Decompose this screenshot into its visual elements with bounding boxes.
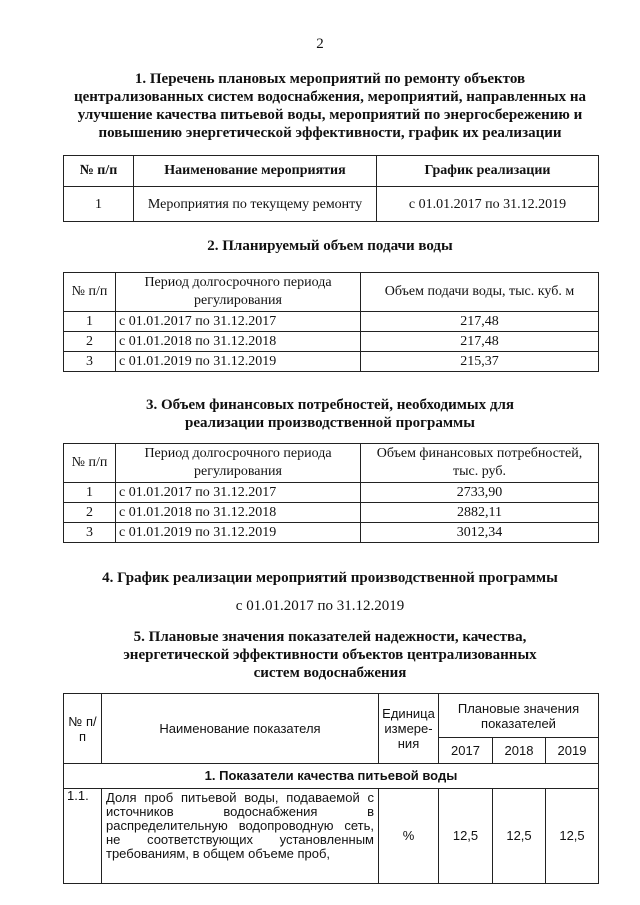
cell-num: 3 [64, 523, 116, 543]
cell-num: 3 [64, 352, 116, 372]
cell-value-2018: 12,5 [493, 789, 546, 884]
section2-title: 2. Планируемый объем подачи воды [207, 238, 453, 254]
cell-period: с 01.01.2017 по 31.12.2017 [116, 483, 361, 503]
col-header-year: 2017 [439, 738, 493, 764]
water-supply-table [63, 272, 599, 372]
col-header-plan: Плановые значения показателей [439, 694, 599, 738]
col-header-year: 2018 [493, 738, 546, 764]
cell-finance: 3012,34 [361, 523, 599, 543]
section5-title-line: 5. Плановые значения показателей надежности, качества, [133, 629, 527, 645]
section1-title-line: 1. Перечень плановых мероприятий по ремонту объектов [134, 71, 526, 87]
table-row [64, 789, 599, 884]
cell-volume: 217,48 [361, 312, 599, 332]
section4-title: 4. График реализации мероприятий производственной программы [102, 570, 558, 586]
section4-period: с 01.01.2017 по 31.12.2019 [235, 598, 405, 614]
col-header-num: № п/п [64, 156, 134, 187]
col-header-year: 2019 [546, 738, 599, 764]
cell-volume: 217,48 [361, 332, 599, 352]
cell-num: 2 [64, 503, 116, 523]
cell-indicator: Доля проб питьевой воды, подаваемой с источников водоснабжения в распределительную водопроводную сеть, не соответствующих установленным требованиям, в общем объеме проб, [102, 789, 379, 884]
col-header-num: № п/п [64, 444, 116, 483]
cell-unit: % [379, 789, 439, 884]
table-row [64, 483, 599, 503]
section1-title-line: повышению энергетической эффективности, график их реализации [98, 125, 562, 141]
cell-period: с 01.01.2019 по 31.12.2019 [116, 523, 361, 543]
section1-title [60, 70, 600, 142]
page-number: 2 [316, 36, 324, 52]
cell-value-2017: 12,5 [439, 789, 493, 884]
section1-title-line: централизованных систем водоснабжения, мероприятий, направленных на [73, 89, 587, 105]
indicators-table [63, 693, 599, 884]
col-header-unit: Единица измере-ния [379, 694, 439, 764]
section3-title [60, 396, 600, 432]
cell-finance: 2882,11 [361, 503, 599, 523]
financial-needs-table [63, 443, 599, 543]
col-header-volume: Объем подачи воды, тыс. куб. м [361, 273, 599, 312]
table-row [64, 352, 599, 372]
activities-table [63, 155, 599, 222]
section3-title-line: 3. Объем финансовых потребностей, необходимых для [145, 397, 515, 413]
cell-period: с 01.01.2019 по 31.12.2019 [116, 352, 361, 372]
table-row [64, 312, 599, 332]
cell-period: с 01.01.2018 по 31.12.2018 [116, 503, 361, 523]
section5-title [60, 628, 600, 682]
col-header-period: Период долгосрочного периода регулирования [116, 273, 361, 312]
cell-volume: 215,37 [361, 352, 599, 372]
table-row [64, 523, 599, 543]
table-header-row [64, 273, 599, 312]
cell-activity: Мероприятия по текущему ремонту [134, 187, 377, 222]
col-header-finance: Объем финансовых потребностей, тыс. руб. [361, 444, 599, 483]
col-header-schedule: График реализации [377, 156, 599, 187]
table-header-row [64, 444, 599, 483]
subsection-title: 1. Показатели качества питьевой воды [64, 764, 599, 789]
cell-period: с 01.01.2018 по 31.12.2018 [116, 332, 361, 352]
cell-period: с 01.01.2017 по 31.12.2017 [116, 312, 361, 332]
section3-title-line: реализации производственной программы [185, 415, 475, 431]
table-header-row [64, 156, 599, 187]
cell-schedule: с 01.01.2017 по 31.12.2019 [377, 187, 599, 222]
table-header-row [64, 694, 599, 738]
table-row [64, 332, 599, 352]
col-header-num: № п/п [64, 694, 102, 764]
cell-num: 1 [64, 483, 116, 503]
col-header-period: Период долгосрочного периода регулирования [116, 444, 361, 483]
section5-title-line: систем водоснабжения [253, 665, 407, 681]
cell-num: 2 [64, 332, 116, 352]
table-row [64, 503, 599, 523]
section5-title-line: энергетической эффективности объектов централизованных [123, 647, 537, 663]
subsection-row [64, 764, 599, 789]
col-header-activity: Наименование мероприятия [134, 156, 377, 187]
cell-finance: 2733,90 [361, 483, 599, 503]
section1-title-line: улучшение качества питьевой воды, мероприятий по энергосбережению и [77, 107, 583, 123]
cell-num: 1.1. [64, 789, 102, 884]
col-header-num: № п/п [64, 273, 116, 312]
cell-num: 1 [64, 312, 116, 332]
cell-value-2019: 12,5 [546, 789, 599, 884]
table-row [64, 187, 599, 222]
col-header-indicator: Наименование показателя [102, 694, 379, 764]
cell-num: 1 [64, 187, 134, 222]
